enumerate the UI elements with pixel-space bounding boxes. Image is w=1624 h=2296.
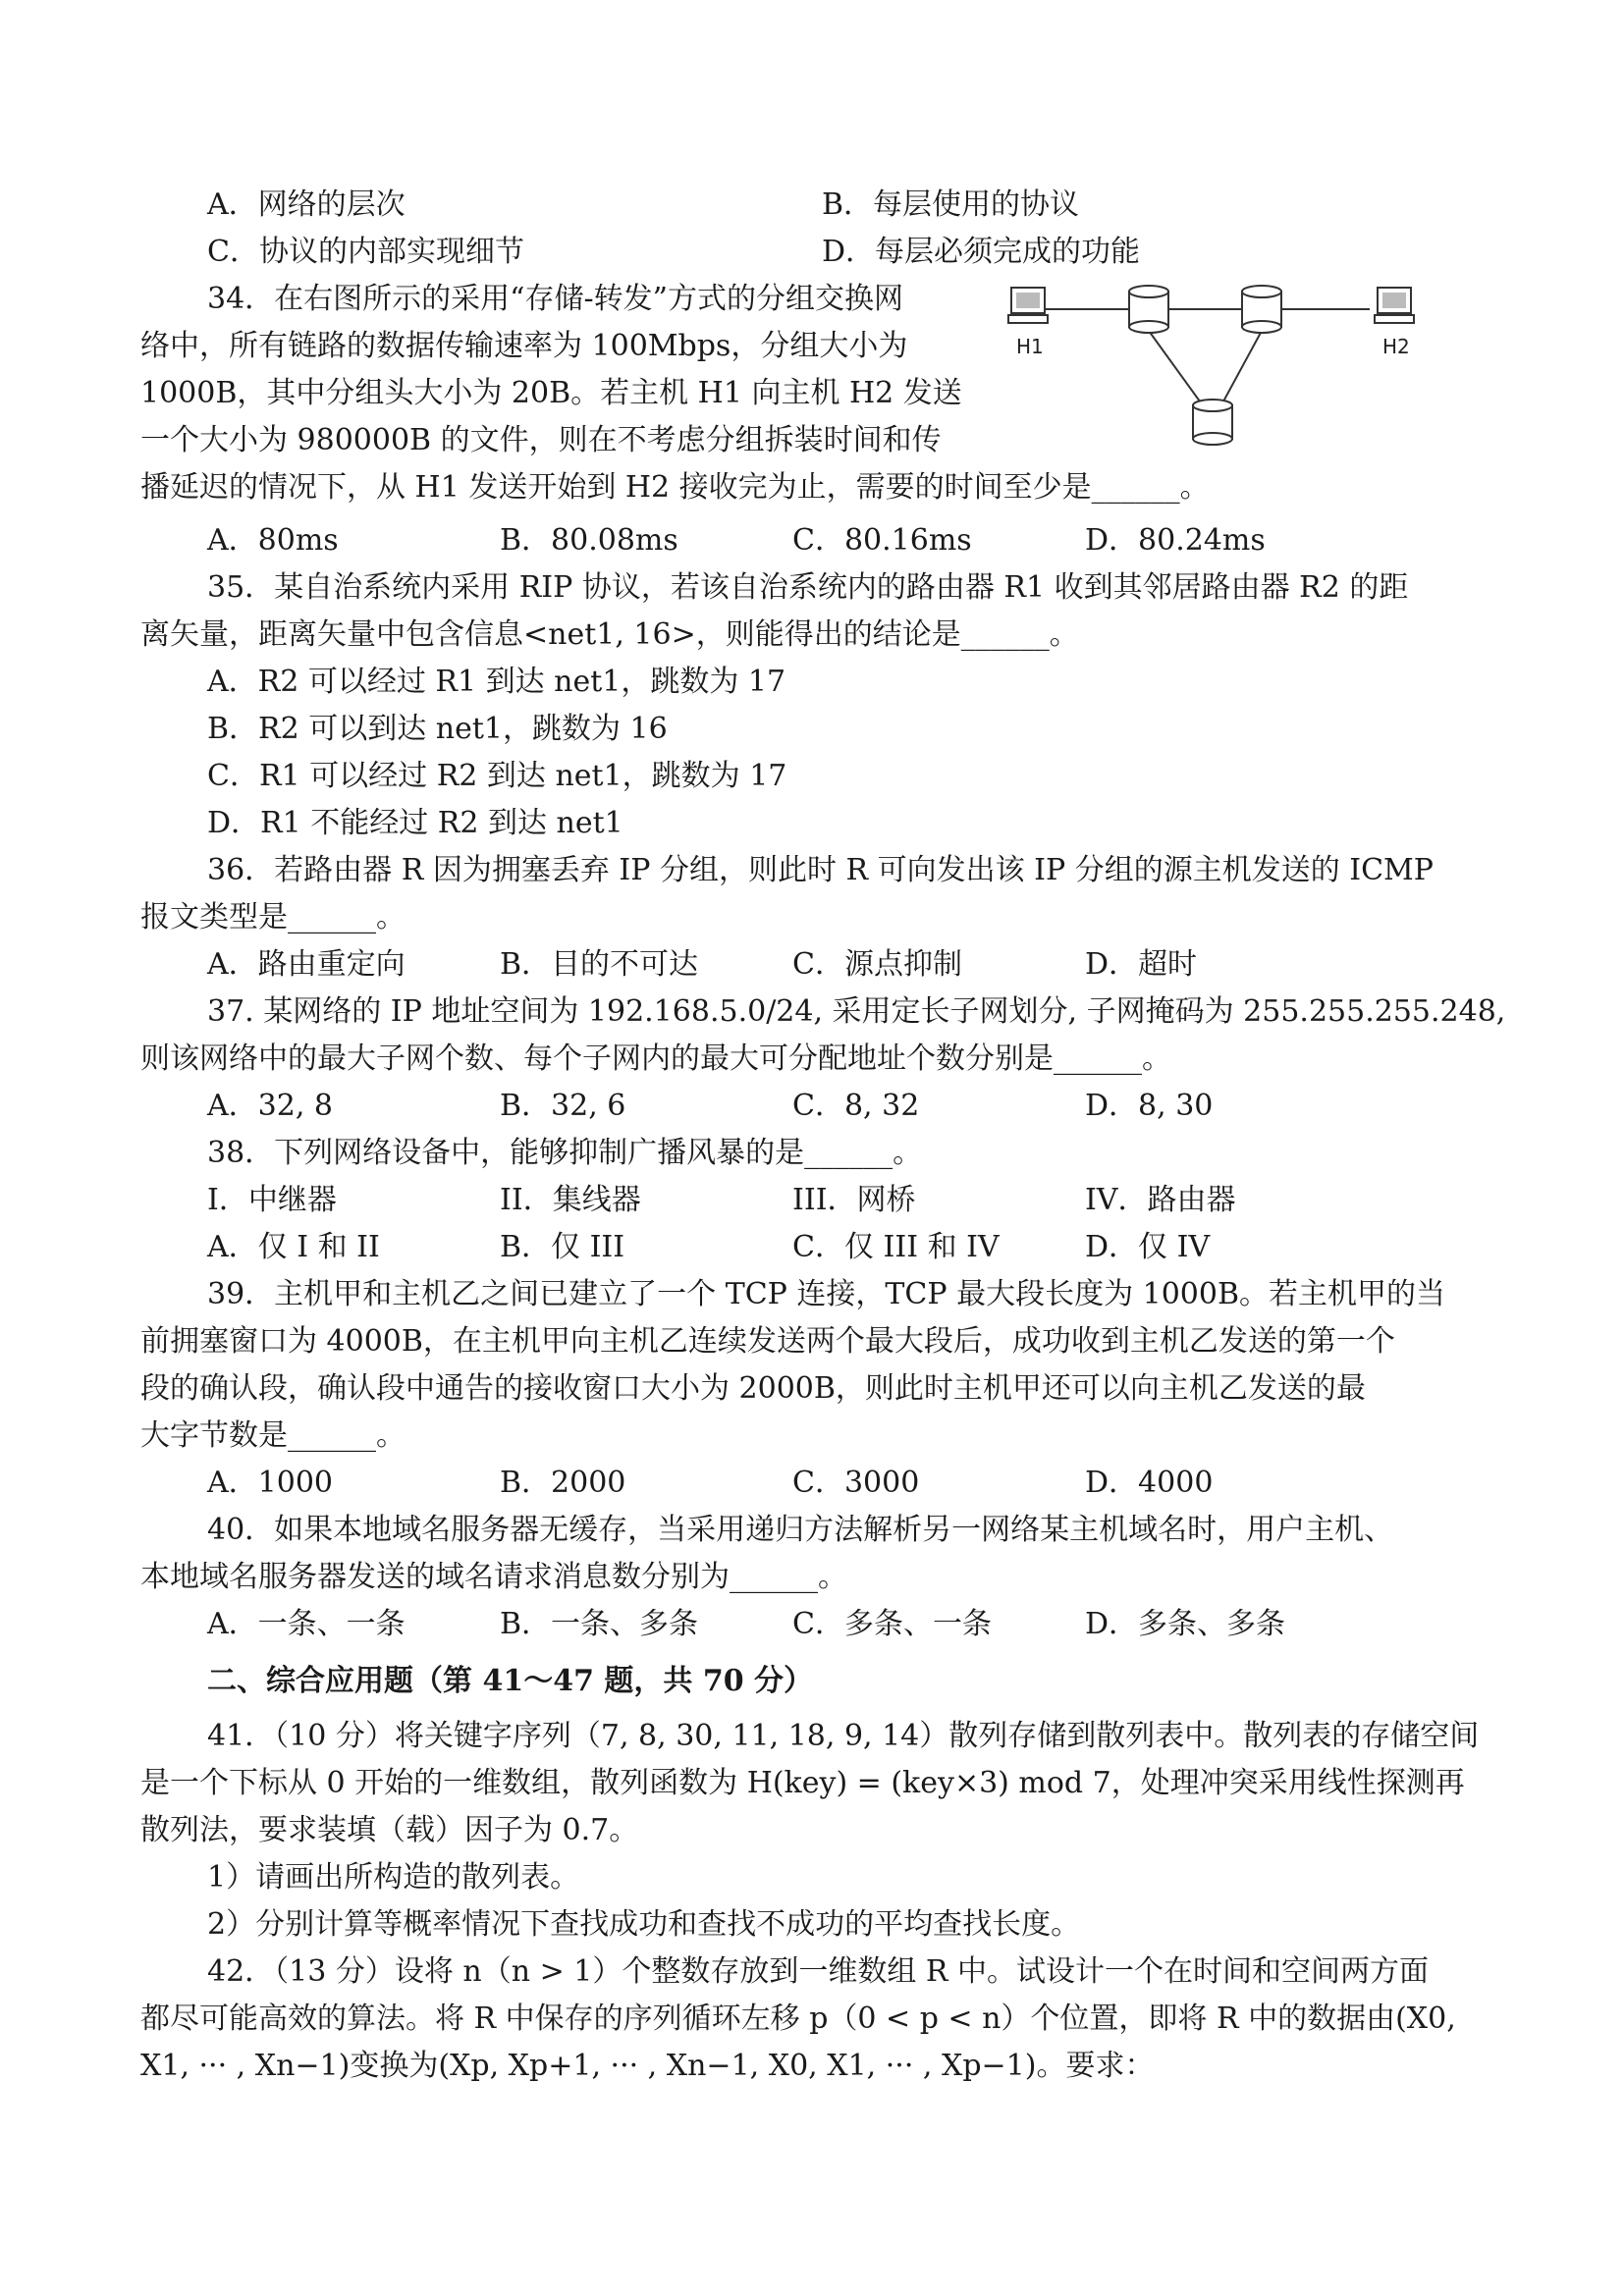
q41-line-2: 是一个下标从 0 开始的一维数组，散列函数为 H(key) = (key×3) mod 7，处理冲突采用线性探测再 — [140, 1766, 1465, 1800]
q35-option-a: A．R2 可以经过 R1 到达 net1，跳数为 17 — [207, 665, 786, 699]
q36-option-d: D．超时 — [1085, 947, 1198, 982]
q37-options — [140, 1083, 1436, 1130]
q40-option-b: B．一条、多条 — [500, 1607, 699, 1641]
q38-option-c: C．仅 III 和 IV — [792, 1230, 1000, 1264]
host-h2-label: H2 — [1382, 335, 1410, 358]
q38-option-d: D．仅 IV — [1085, 1230, 1211, 1264]
host-h1-label: H1 — [1016, 335, 1044, 358]
q39-option-c: C．3000 — [792, 1466, 920, 1500]
q38-items — [140, 1177, 1436, 1224]
q39-option-d: D．4000 — [1085, 1466, 1214, 1500]
q36-option-a: A．路由重定向 — [207, 947, 406, 982]
link-s1-s3 — [1149, 331, 1208, 412]
q37-line-2: 则该网络中的最大子网个数、每个子网内的最大可分配地址个数分别是______。 — [140, 1041, 1171, 1076]
q33-option-d: D．每层必须完成的功能 — [822, 235, 1141, 269]
q39-line-3: 段的确认段，确认段中通告的接收窗口大小为 2000B，则此时主机甲还可以向主机乙发送的最 — [140, 1371, 1366, 1406]
q35-option-b: B．R2 可以到达 net1，跳数为 16 — [207, 712, 668, 746]
q40-options — [140, 1601, 1436, 1648]
q34-options — [140, 517, 1436, 564]
q42-line-2: 都尽可能高效的算法。将 R 中保存的序列循环左移 p（0 < p < n）个位置，即将 R 中的数据由(X0, — [140, 2002, 1456, 2036]
q35-option-c: C．R1 可以经过 R2 到达 net1，跳数为 17 — [207, 759, 787, 793]
q35-option-d: D．R1 不能经过 R2 到达 net1 — [207, 806, 623, 840]
switch-node-1-icon — [1129, 286, 1168, 333]
q35-line-2: 离矢量，距离矢量中包含信息<net1, 16>，则能得出的结论是______。 — [140, 617, 1079, 652]
q39-options — [140, 1460, 1436, 1507]
q33-option-c: C．协议的内部实现细节 — [207, 235, 524, 269]
q33-options-row2 — [140, 229, 1436, 276]
exam-page — [140, 182, 1506, 2090]
q38-options — [140, 1224, 1436, 1271]
q40-option-d: D．多条、多条 — [1085, 1607, 1286, 1641]
q38-item-3: III．网桥 — [792, 1183, 916, 1217]
switch-node-2-icon — [1242, 286, 1281, 333]
q34-line-1: 34．在右图所示的采用“存储-转发”方式的分组交换网 — [207, 282, 903, 316]
q33-option-a: A．网络的层次 — [207, 187, 406, 222]
q33-option-b: B．每层使用的协议 — [822, 187, 1080, 222]
q41-sub-1: 1）请画出所构造的散列表。 — [207, 1860, 580, 1895]
q37-option-c: C．8, 32 — [792, 1089, 920, 1123]
q36-option-b: B．目的不可达 — [500, 947, 699, 982]
q41-line-1: 41．（10 分）将关键字序列（7, 8, 30, 11, 18, 9, 14）散列存储到散列表中。散列表的存储空间 — [207, 1719, 1480, 1753]
q39-option-a: A．1000 — [207, 1466, 334, 1500]
q34-line-4: 一个大小为 980000B 的文件，则在不考虑分组拆装时间和传 — [140, 423, 942, 457]
q36-line-2: 报文类型是______。 — [140, 900, 406, 934]
q35-line-1: 35．某自治系统内采用 RIP 协议，若该自治系统内的路由器 R1 收到其邻居路由器 R2 的距 — [207, 570, 1409, 605]
q33-options-row1 — [140, 182, 1436, 229]
q34-option-c: C．80.16ms — [792, 523, 972, 558]
q34-option-b: B．80.08ms — [500, 523, 678, 558]
q38-option-a: A．仅 I 和 II — [207, 1230, 380, 1264]
q37-option-a: A．32, 8 — [207, 1089, 333, 1123]
section-title: 二、综合应用题（第 41～47 题，共 70 分） — [207, 1664, 814, 1698]
q38-option-b: B．仅 III — [500, 1230, 625, 1264]
q34-line-2: 络中，所有链路的数据传输速率为 100Mbps，分组大小为 — [140, 329, 908, 363]
q37-line-1: 37. 某网络的 IP 地址空间为 192.168.5.0/24, 采用定长子网划分, 子网掩码为 255.255.255.248, — [207, 994, 1506, 1029]
q39-line-4: 大字节数是______。 — [140, 1418, 406, 1453]
q36-line-1: 36．若路由器 R 因为拥塞丢弃 IP 分组，则此时 R 可向发出该 IP 分组的源主机发送的 ICMP — [207, 853, 1434, 887]
q42-line-1: 42．（13 分）设将 n（n > 1）个整数存放到一维数组 R 中。试设计一个在时间和空间两方面 — [207, 1954, 1430, 1989]
q40-line-1: 40．如果本地域名服务器无缓存，当采用递归方法解析另一网络某主机域名时，用户主机、 — [207, 1513, 1394, 1547]
q42-line-3: X1, ··· , Xn−1)变换为(Xp, Xp+1, ··· , Xn−1, X0, X1, ··· , Xp−1)。要求： — [140, 2049, 1155, 2083]
switch-node-3-icon — [1193, 400, 1232, 445]
q38-line-1: 38．下列网络设备中，能够抑制广播风暴的是______。 — [207, 1136, 923, 1170]
host-h1-icon — [1008, 288, 1048, 323]
q39-line-1: 39．主机甲和主机乙之间已建立了一个 TCP 连接，TCP 最大段长度为 1000B。若主机甲的当 — [207, 1277, 1446, 1311]
q39-line-2: 前拥塞窗口为 4000B，在主机甲向主机乙连续发送两个最大段后，成功收到主机乙发送的第一个 — [140, 1324, 1395, 1359]
q41-line-3: 散列法，要求装填（载）因子为 0.7。 — [140, 1813, 639, 1847]
q34-line-5: 播延迟的情况下，从 H1 发送开始到 H2 接收完为止，需要的时间至少是______。 — [140, 470, 1210, 505]
q40-option-a: A．一条、一条 — [207, 1607, 406, 1641]
q36-options — [140, 941, 1436, 988]
q39-option-b: B．2000 — [500, 1466, 626, 1500]
packet-switch-network-diagram — [1006, 280, 1438, 452]
q40-option-c: C．多条、一条 — [792, 1607, 992, 1641]
network-diagram-svg — [1006, 280, 1438, 452]
q37-option-b: B．32, 6 — [500, 1089, 626, 1123]
q38-item-2: II．集线器 — [500, 1183, 641, 1217]
q38-item-1: I．中继器 — [207, 1183, 337, 1217]
host-h2-icon — [1375, 288, 1414, 323]
q36-option-c: C．源点抑制 — [792, 947, 962, 982]
q41-sub-2: 2）分别计算等概率情况下查找成功和查找不成功的平均查找长度。 — [207, 1907, 1081, 1942]
q34-option-d: D．80.24ms — [1085, 523, 1266, 558]
q38-item-4: IV．路由器 — [1085, 1183, 1236, 1217]
q34-option-a: A．80ms — [207, 523, 339, 558]
q40-line-2: 本地域名服务器发送的域名请求消息数分别为______。 — [140, 1560, 847, 1594]
q37-option-d: D．8, 30 — [1085, 1089, 1214, 1123]
q34-line-3: 1000B，其中分组头大小为 20B。若主机 H1 向主机 H2 发送 — [140, 376, 962, 410]
